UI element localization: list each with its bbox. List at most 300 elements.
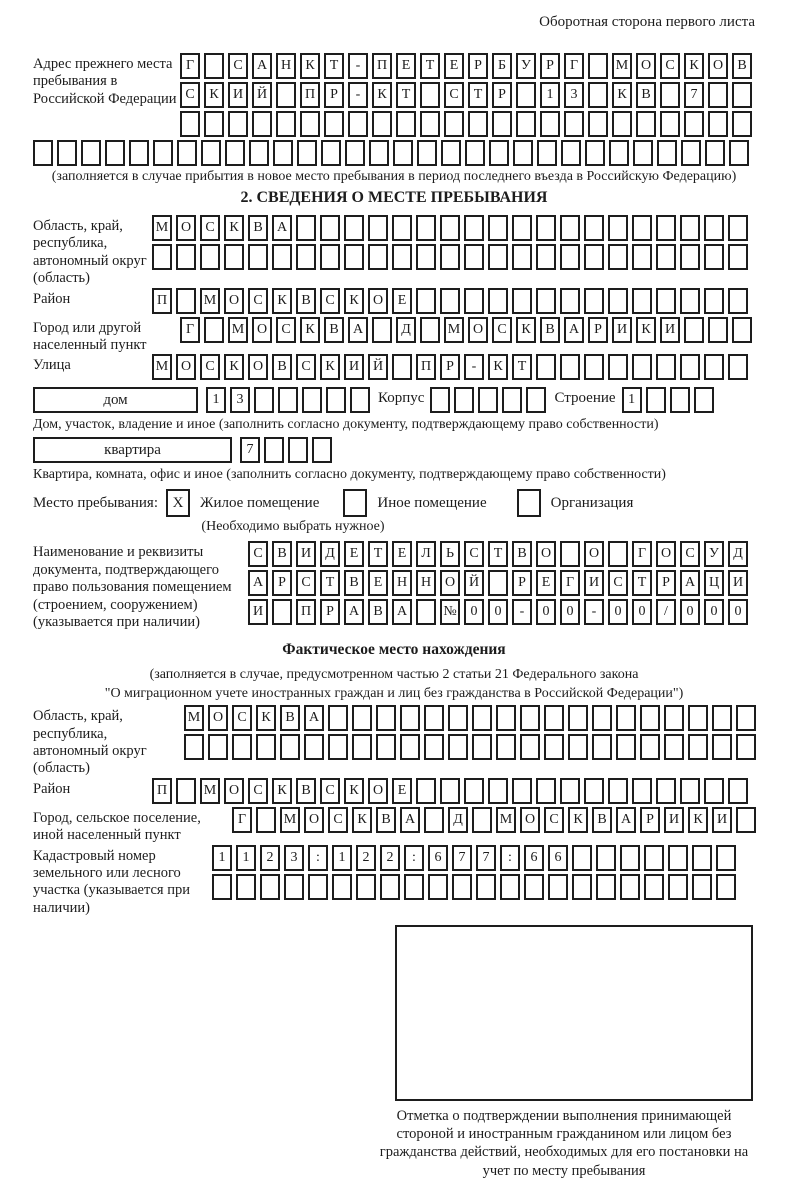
char-box[interactable]	[708, 317, 728, 343]
char-box[interactable]	[328, 734, 348, 760]
char-box[interactable]: М	[612, 53, 632, 79]
char-box[interactable]	[464, 778, 484, 804]
char-box[interactable]	[417, 140, 437, 166]
char-box[interactable]: 1	[332, 845, 352, 871]
char-box[interactable]: Т	[468, 82, 488, 108]
char-box[interactable]: О	[208, 705, 228, 731]
char-box[interactable]	[344, 215, 364, 241]
char-box[interactable]	[526, 387, 546, 413]
char-box[interactable]	[736, 705, 756, 731]
char-box[interactable]	[208, 734, 228, 760]
char-box[interactable]	[254, 387, 274, 413]
char-box[interactable]: 7	[452, 845, 472, 871]
char-box[interactable]: Г	[232, 807, 252, 833]
char-box[interactable]: Т	[512, 354, 532, 380]
char-box[interactable]	[592, 734, 612, 760]
char-box[interactable]: А	[400, 807, 420, 833]
char-box[interactable]	[428, 874, 448, 900]
char-box[interactable]: 1	[212, 845, 232, 871]
char-box[interactable]: 2	[380, 845, 400, 871]
char-box[interactable]: М	[444, 317, 464, 343]
char-box[interactable]	[668, 874, 688, 900]
char-box[interactable]: Ь	[440, 541, 460, 567]
char-box[interactable]	[732, 317, 752, 343]
char-box[interactable]: Т	[420, 53, 440, 79]
char-box[interactable]	[288, 437, 308, 463]
char-box[interactable]: -	[348, 53, 368, 79]
char-box[interactable]: К	[688, 807, 708, 833]
char-box[interactable]	[392, 244, 412, 270]
char-box[interactable]: Е	[392, 288, 412, 314]
char-box[interactable]: К	[612, 82, 632, 108]
char-box[interactable]	[496, 734, 516, 760]
char-box[interactable]: В	[248, 215, 268, 241]
char-box[interactable]	[640, 705, 660, 731]
char-box[interactable]	[344, 244, 364, 270]
char-box[interactable]	[464, 215, 484, 241]
char-box[interactable]	[176, 288, 196, 314]
char-box[interactable]: Р	[588, 317, 608, 343]
char-box[interactable]	[544, 705, 564, 731]
char-box[interactable]	[716, 874, 736, 900]
char-box[interactable]	[272, 244, 292, 270]
char-box[interactable]: И	[612, 317, 632, 343]
char-box[interactable]	[668, 845, 688, 871]
char-box[interactable]: И	[344, 354, 364, 380]
char-box[interactable]: К	[204, 82, 224, 108]
char-box[interactable]	[680, 354, 700, 380]
char-box[interactable]: 0	[704, 599, 724, 625]
char-box[interactable]: И	[228, 82, 248, 108]
char-box[interactable]	[632, 354, 652, 380]
char-box[interactable]: 2	[356, 845, 376, 871]
char-box[interactable]	[513, 140, 533, 166]
char-box[interactable]	[608, 244, 628, 270]
char-box[interactable]	[688, 734, 708, 760]
char-box[interactable]	[704, 215, 724, 241]
char-box[interactable]	[612, 111, 632, 137]
char-box[interactable]: 7	[476, 845, 496, 871]
char-box[interactable]: Ц	[704, 570, 724, 596]
char-box[interactable]: :	[308, 845, 328, 871]
char-box[interactable]	[256, 807, 276, 833]
char-box[interactable]	[712, 705, 732, 731]
char-box[interactable]: С	[296, 570, 316, 596]
char-box[interactable]	[608, 778, 628, 804]
char-box[interactable]: М	[152, 215, 172, 241]
char-box[interactable]: С	[320, 288, 340, 314]
char-box[interactable]	[656, 778, 676, 804]
char-box[interactable]	[393, 140, 413, 166]
char-box[interactable]	[712, 734, 732, 760]
char-box[interactable]: А	[564, 317, 584, 343]
char-box[interactable]: Т	[324, 53, 344, 79]
char-box[interactable]: К	[352, 807, 372, 833]
char-box[interactable]: В	[592, 807, 612, 833]
char-box[interactable]: 0	[464, 599, 484, 625]
char-box[interactable]	[592, 705, 612, 731]
char-box[interactable]	[440, 778, 460, 804]
char-box[interactable]	[512, 288, 532, 314]
char-box[interactable]	[468, 111, 488, 137]
char-box[interactable]	[472, 807, 492, 833]
char-box[interactable]	[736, 807, 756, 833]
char-box[interactable]	[105, 140, 125, 166]
char-box[interactable]: Г	[564, 53, 584, 79]
char-box[interactable]: О	[708, 53, 728, 79]
char-box[interactable]: -	[512, 599, 532, 625]
char-box[interactable]: С	[296, 354, 316, 380]
char-box[interactable]: Н	[392, 570, 412, 596]
char-box[interactable]	[688, 705, 708, 731]
char-box[interactable]: 1	[206, 387, 226, 413]
char-box[interactable]	[296, 244, 316, 270]
char-box[interactable]: 1	[236, 845, 256, 871]
char-box[interactable]	[33, 140, 53, 166]
char-box[interactable]	[356, 874, 376, 900]
char-box[interactable]	[273, 140, 293, 166]
char-box[interactable]	[440, 215, 460, 241]
char-box[interactable]: Г	[560, 570, 580, 596]
char-box[interactable]	[326, 387, 346, 413]
char-box[interactable]: С	[248, 288, 268, 314]
char-box[interactable]: /	[656, 599, 676, 625]
char-box[interactable]: О	[368, 778, 388, 804]
char-box[interactable]: 6	[524, 845, 544, 871]
char-box[interactable]	[584, 288, 604, 314]
char-box[interactable]: А	[344, 599, 364, 625]
char-box[interactable]	[632, 244, 652, 270]
char-box[interactable]	[616, 705, 636, 731]
char-box[interactable]: 1	[622, 387, 642, 413]
char-box[interactable]	[212, 874, 232, 900]
char-box[interactable]	[584, 778, 604, 804]
char-box[interactable]	[632, 215, 652, 241]
char-box[interactable]	[560, 778, 580, 804]
char-box[interactable]	[608, 288, 628, 314]
char-box[interactable]	[153, 140, 173, 166]
char-box[interactable]: И	[296, 541, 316, 567]
char-box[interactable]	[728, 244, 748, 270]
char-box[interactable]	[657, 140, 677, 166]
char-box[interactable]	[350, 387, 370, 413]
char-box[interactable]: А	[252, 53, 272, 79]
char-box[interactable]: И	[728, 570, 748, 596]
char-box[interactable]	[644, 874, 664, 900]
char-box[interactable]: К	[344, 288, 364, 314]
char-box[interactable]	[644, 845, 664, 871]
char-box[interactable]	[680, 215, 700, 241]
char-box[interactable]: О	[248, 354, 268, 380]
char-box[interactable]	[272, 599, 292, 625]
char-box[interactable]: 0	[680, 599, 700, 625]
char-box[interactable]	[684, 317, 704, 343]
char-box[interactable]: С	[464, 541, 484, 567]
char-box[interactable]: -	[464, 354, 484, 380]
char-box[interactable]	[264, 437, 284, 463]
char-box[interactable]: К	[684, 53, 704, 79]
char-box[interactable]: С	[660, 53, 680, 79]
char-box[interactable]	[180, 111, 200, 137]
char-box[interactable]: Е	[536, 570, 556, 596]
char-box[interactable]: 0	[488, 599, 508, 625]
char-box[interactable]: С	[232, 705, 252, 731]
char-box[interactable]: А	[248, 570, 268, 596]
char-box[interactable]	[536, 354, 556, 380]
char-box[interactable]: В	[324, 317, 344, 343]
char-box[interactable]: Т	[632, 570, 652, 596]
char-box[interactable]	[716, 845, 736, 871]
char-box[interactable]	[297, 140, 317, 166]
char-box[interactable]: И	[248, 599, 268, 625]
char-box[interactable]	[256, 734, 276, 760]
char-box[interactable]: 6	[548, 845, 568, 871]
char-box[interactable]	[694, 387, 714, 413]
char-box[interactable]: 0	[536, 599, 556, 625]
char-box[interactable]	[420, 111, 440, 137]
char-box[interactable]: Й	[252, 82, 272, 108]
char-box[interactable]: 1	[540, 82, 560, 108]
char-box[interactable]	[608, 541, 628, 567]
char-box[interactable]: К	[272, 778, 292, 804]
char-box[interactable]: В	[344, 570, 364, 596]
char-box[interactable]: Н	[276, 53, 296, 79]
char-box[interactable]	[656, 354, 676, 380]
char-box[interactable]	[656, 215, 676, 241]
char-box[interactable]: О	[176, 215, 196, 241]
char-box[interactable]: Г	[180, 317, 200, 343]
char-box[interactable]: :	[500, 845, 520, 871]
char-box[interactable]	[489, 140, 509, 166]
char-box[interactable]	[728, 288, 748, 314]
char-box[interactable]: А	[680, 570, 700, 596]
char-box[interactable]: М	[200, 288, 220, 314]
char-box[interactable]	[304, 734, 324, 760]
char-box[interactable]	[430, 387, 450, 413]
char-box[interactable]	[681, 140, 701, 166]
char-box[interactable]	[588, 111, 608, 137]
char-box[interactable]	[369, 140, 389, 166]
char-box[interactable]	[680, 288, 700, 314]
char-box[interactable]	[440, 244, 460, 270]
char-box[interactable]: Р	[640, 807, 660, 833]
char-box[interactable]	[512, 778, 532, 804]
char-box[interactable]	[536, 244, 556, 270]
char-box[interactable]	[560, 215, 580, 241]
char-box[interactable]: В	[636, 82, 656, 108]
char-box[interactable]: Р	[492, 82, 512, 108]
char-box[interactable]	[564, 111, 584, 137]
char-box[interactable]: В	[540, 317, 560, 343]
char-box[interactable]	[632, 288, 652, 314]
char-box[interactable]	[608, 215, 628, 241]
char-box[interactable]: П	[372, 53, 392, 79]
char-box[interactable]: К	[256, 705, 276, 731]
char-box[interactable]: С	[276, 317, 296, 343]
char-box[interactable]	[588, 53, 608, 79]
char-box[interactable]	[500, 874, 520, 900]
char-box[interactable]: О	[656, 541, 676, 567]
char-box[interactable]: К	[636, 317, 656, 343]
char-box[interactable]	[348, 111, 368, 137]
char-box[interactable]	[560, 244, 580, 270]
char-box[interactable]: О	[468, 317, 488, 343]
char-box[interactable]	[656, 244, 676, 270]
char-box[interactable]	[57, 140, 77, 166]
char-box[interactable]: В	[280, 705, 300, 731]
char-box[interactable]	[544, 734, 564, 760]
char-box[interactable]	[324, 111, 344, 137]
char-box[interactable]: П	[300, 82, 320, 108]
char-box[interactable]: Д	[728, 541, 748, 567]
char-box[interactable]	[332, 874, 352, 900]
char-box[interactable]: О	[252, 317, 272, 343]
char-box[interactable]: Т	[396, 82, 416, 108]
char-box[interactable]	[512, 215, 532, 241]
checkbox-inoe-pomeshchenie[interactable]	[343, 489, 367, 517]
char-box[interactable]	[728, 778, 748, 804]
char-box[interactable]	[492, 111, 512, 137]
char-box[interactable]	[536, 288, 556, 314]
char-box[interactable]: О	[636, 53, 656, 79]
char-box[interactable]	[692, 874, 712, 900]
char-box[interactable]	[416, 599, 436, 625]
char-box[interactable]	[81, 140, 101, 166]
char-box[interactable]: К	[488, 354, 508, 380]
char-box[interactable]	[548, 874, 568, 900]
char-box[interactable]	[472, 734, 492, 760]
char-box[interactable]: 0	[728, 599, 748, 625]
char-box[interactable]	[704, 244, 724, 270]
char-box[interactable]	[728, 354, 748, 380]
char-box[interactable]	[588, 82, 608, 108]
char-box[interactable]: Е	[444, 53, 464, 79]
checkbox-organizatsiya[interactable]	[517, 489, 541, 517]
char-box[interactable]	[420, 317, 440, 343]
char-box[interactable]	[400, 705, 420, 731]
char-box[interactable]: Л	[416, 541, 436, 567]
char-box[interactable]: С	[228, 53, 248, 79]
char-box[interactable]	[465, 140, 485, 166]
char-box[interactable]	[476, 874, 496, 900]
char-box[interactable]	[620, 845, 640, 871]
char-box[interactable]	[152, 244, 172, 270]
char-box[interactable]	[444, 111, 464, 137]
char-box[interactable]	[536, 778, 556, 804]
char-box[interactable]	[560, 354, 580, 380]
char-box[interactable]	[684, 111, 704, 137]
char-box[interactable]	[464, 244, 484, 270]
char-box[interactable]	[177, 140, 197, 166]
char-box[interactable]: К	[344, 778, 364, 804]
char-box[interactable]: 2	[260, 845, 280, 871]
char-box[interactable]	[488, 215, 508, 241]
char-box[interactable]: В	[512, 541, 532, 567]
char-box[interactable]	[232, 734, 252, 760]
char-box[interactable]: О	[224, 288, 244, 314]
char-box[interactable]	[596, 845, 616, 871]
char-box[interactable]	[248, 244, 268, 270]
char-box[interactable]	[660, 111, 680, 137]
char-box[interactable]	[284, 874, 304, 900]
char-box[interactable]	[584, 354, 604, 380]
char-box[interactable]: 0	[632, 599, 652, 625]
char-box[interactable]: Г	[180, 53, 200, 79]
char-box[interactable]: И	[712, 807, 732, 833]
char-box[interactable]: К	[272, 288, 292, 314]
char-box[interactable]	[424, 734, 444, 760]
char-box[interactable]	[502, 387, 522, 413]
char-box[interactable]	[396, 111, 416, 137]
char-box[interactable]	[236, 874, 256, 900]
char-box[interactable]: С	[320, 778, 340, 804]
char-box[interactable]: С	[248, 541, 268, 567]
char-box[interactable]: В	[368, 599, 388, 625]
char-box[interactable]	[184, 734, 204, 760]
char-box[interactable]	[328, 705, 348, 731]
char-box[interactable]: Р	[540, 53, 560, 79]
char-box[interactable]	[656, 288, 676, 314]
char-box[interactable]	[488, 778, 508, 804]
char-box[interactable]	[454, 387, 474, 413]
char-box[interactable]: М	[228, 317, 248, 343]
char-box[interactable]: К	[300, 53, 320, 79]
char-box[interactable]	[708, 111, 728, 137]
char-box[interactable]: М	[152, 354, 172, 380]
char-box[interactable]	[400, 734, 420, 760]
char-box[interactable]: Д	[320, 541, 340, 567]
char-box[interactable]: К	[320, 354, 340, 380]
char-box[interactable]	[416, 778, 436, 804]
char-box[interactable]: 0	[608, 599, 628, 625]
char-box[interactable]	[584, 215, 604, 241]
char-box[interactable]: 7	[684, 82, 704, 108]
char-box[interactable]	[640, 734, 660, 760]
char-box[interactable]	[300, 111, 320, 137]
char-box[interactable]: К	[224, 354, 244, 380]
char-box[interactable]: Р	[512, 570, 532, 596]
char-box[interactable]: О	[536, 541, 556, 567]
char-box[interactable]	[352, 705, 372, 731]
char-box[interactable]: Р	[320, 599, 340, 625]
char-box[interactable]: Е	[392, 778, 412, 804]
char-box[interactable]: Т	[368, 541, 388, 567]
char-box[interactable]	[448, 734, 468, 760]
char-box[interactable]: В	[732, 53, 752, 79]
char-box[interactable]	[416, 244, 436, 270]
char-box[interactable]: И	[584, 570, 604, 596]
char-box[interactable]	[372, 317, 392, 343]
checkbox-zhiloe-pomeshchenie[interactable]: X	[166, 489, 190, 517]
char-box[interactable]: И	[664, 807, 684, 833]
char-box[interactable]: О	[224, 778, 244, 804]
char-box[interactable]: Й	[464, 570, 484, 596]
char-box[interactable]: О	[440, 570, 460, 596]
char-box[interactable]	[616, 734, 636, 760]
char-box[interactable]: О	[176, 354, 196, 380]
char-box[interactable]	[560, 288, 580, 314]
char-box[interactable]	[540, 111, 560, 137]
char-box[interactable]: С	[492, 317, 512, 343]
char-box[interactable]	[670, 387, 690, 413]
char-box[interactable]: К	[568, 807, 588, 833]
char-box[interactable]	[372, 111, 392, 137]
char-box[interactable]: :	[404, 845, 424, 871]
char-box[interactable]	[404, 874, 424, 900]
char-box[interactable]: О	[520, 807, 540, 833]
char-box[interactable]	[680, 244, 700, 270]
char-box[interactable]	[308, 874, 328, 900]
